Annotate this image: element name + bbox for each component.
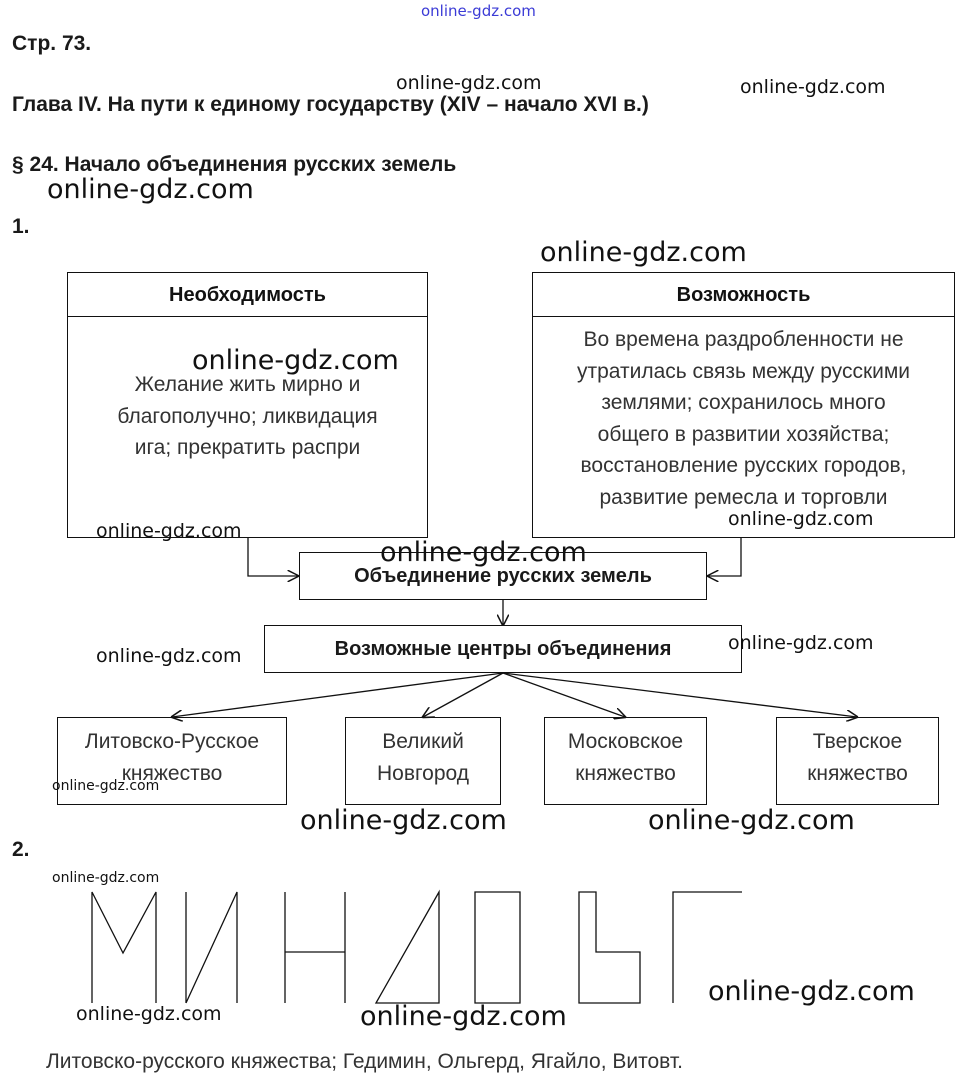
leaf-line: Тверское [812,730,903,753]
watermark: online-gdz.com [396,72,542,94]
necessity-line: Желание жить мирно и [134,373,361,396]
leaf-line: княжество [807,762,908,785]
puzzle-letter-v [579,892,640,1003]
watermark: online-gdz.com [96,645,242,667]
possibility-line: Во времена раздробленности не [583,328,904,351]
leaf-line: Литовско-Русское [84,730,260,753]
watermark: online-gdz.com [728,508,874,530]
watermark: online-gdz.com [708,976,915,1007]
task-2-number: 2. [12,838,30,861]
leaf-line: Новгород [376,762,470,785]
possibility-line: общего в развитии хозяйства; [597,422,890,446]
possibility-line: развитие ремесла и торговли [599,485,888,509]
leaf-line: Великий [382,730,464,753]
possibility-line: землями; сохранилось много [601,391,886,414]
leaf-line: Московское [567,730,684,753]
watermark: online-gdz.com [360,1001,567,1032]
puzzle-letter-d [376,892,439,1003]
leaf-line: княжество [575,762,676,785]
possibility-line: восстановление русских городов, [580,454,907,477]
watermark: online-gdz.com [540,237,747,268]
watermark: online-gdz.com [740,76,886,98]
watermark: online-gdz.com [648,805,855,836]
possibility-title: Возможность [533,273,954,317]
necessity-line: благополучно; ликвидация [117,404,378,428]
puzzle-letter-i [186,892,237,1003]
watermark: online-gdz.com [300,805,507,836]
puzzle-letter-o [475,892,520,1003]
unification-box: Объединение русских земель [299,552,707,600]
possibility-line: утратилась связь между русскими [576,359,911,383]
watermark: online-gdz.com [52,870,160,886]
watermark: online-gdz.com [96,520,242,542]
task-1-number: 1. [12,215,30,238]
watermark: online-gdz.com [47,174,254,205]
watermark: online-gdz.com [380,537,587,568]
necessity-line: ига; прекратить распри [134,436,361,459]
watermark: online-gdz.com [192,345,399,376]
watermark: online-gdz.com [421,2,536,20]
centers-box: Возможные центры объединения [264,625,742,673]
leaf-line: княжество [121,762,223,785]
watermark: online-gdz.com [52,778,160,794]
watermark: online-gdz.com [76,1003,222,1025]
watermark: online-gdz.com [728,632,874,654]
puzzle-letter-n [285,892,345,1003]
necessity-title: Необходимость [68,273,427,317]
section-title: § 24. Начало объединения русских земель [12,153,457,176]
puzzle-letter-m [92,892,156,1003]
page-label: Стр. 73. [12,32,92,55]
chapter-title: Глава IV. На пути к единому государству (XIV – начало XVI в.) [12,93,649,116]
task-2-answer: Литовско-русского княжества; Гедимин, Ольгерд, Ягайло, Витовт. [46,1050,684,1073]
